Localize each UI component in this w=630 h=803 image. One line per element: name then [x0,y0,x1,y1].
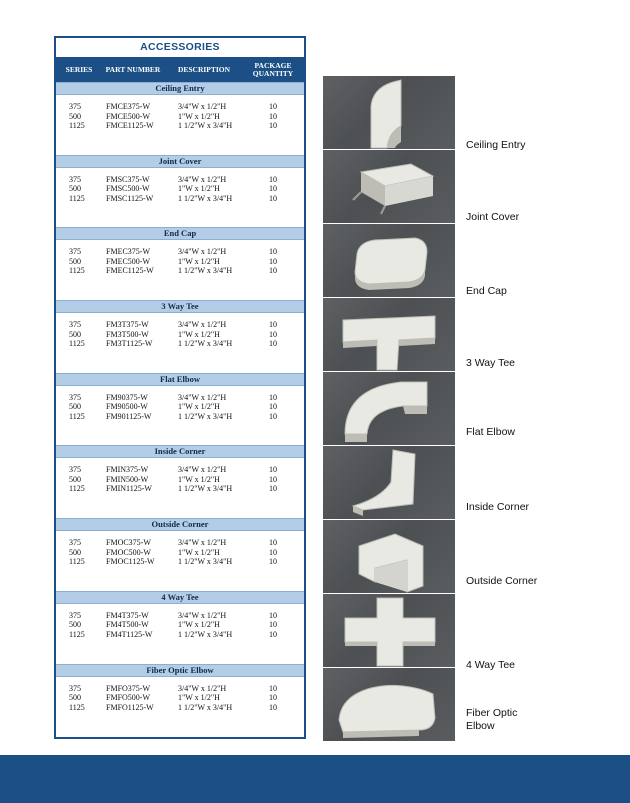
part-number-cell: FMSC1125-W [106,193,154,203]
description-cell: 1"W x 1/2"H [178,329,220,339]
part-number-cell: FMOC500-W [106,547,151,557]
quantity-cell: 10 [269,121,277,130]
series-cell: 375 [69,465,81,475]
description-cell: 3/4"W x 1/2"H [178,320,227,330]
description-cell: 1"W x 1/2"H [178,693,220,702]
description-cell: 1 1/2"W x 3/4"H [178,629,233,639]
series-cell: 1125 [69,484,85,494]
quantity-cell: 10 [269,693,277,702]
table-row [56,693,304,703]
description-cell: 1 1/2"W x 3/4"H [178,557,233,567]
table-row [56,393,304,403]
description-cell: 3/4"W x 1/2"H [178,392,227,402]
photo-caption: Joint Cover [466,211,520,223]
quantity-cell: 10 [269,474,277,484]
part-number-cell: FMCE500-W [106,111,150,121]
table-section [56,155,304,228]
part-number-cell: FMIN500-W [106,474,149,484]
table-row [56,630,304,640]
section-header: 3 Way Tee [56,300,304,313]
part-number-cell: FMOC1125-W [106,557,155,567]
quantity-cell: 10 [269,329,277,339]
section-header: Inside Corner [56,445,304,458]
series-cell: 1125 [69,629,85,639]
description-cell: 1"W x 1/2"H [178,620,220,630]
section-header: Flat Elbow [56,373,304,386]
description-cell: 1 1/2"W x 3/4"H [178,266,233,276]
series-cell: 500 [69,184,81,194]
part-number-cell: FM901125-W [106,411,152,421]
description-cell: 3/4"W x 1/2"H [178,465,227,475]
section-header: Fiber Optic Elbow [56,664,304,677]
series-cell: 1125 [69,193,85,203]
table-section [56,373,304,446]
description-cell: 1 1/2"W x 3/4"H [178,121,233,130]
table-section [56,227,304,300]
quantity-cell: 10 [269,629,277,639]
quantity-cell: 10 [269,538,277,548]
part-number-cell: FMFO500-W [106,693,151,702]
series-cell: 1125 [69,702,85,712]
ceiling-entry-photo [323,76,455,149]
header-series: SERIES [65,65,93,74]
part-number-cell: FM3T375-W [106,320,149,330]
quantity-cell: 10 [269,683,277,693]
series-cell: 1125 [69,266,85,276]
table-row [56,257,304,267]
description-cell: 1"W x 1/2"H [178,547,220,557]
description-cell: 3/4"W x 1/2"H [178,538,227,548]
quantity-cell: 10 [269,465,277,475]
header-part-number: PART NUMBER [105,65,161,74]
part-number-cell: FMOC375-W [106,538,151,548]
quantity-cell: 10 [269,256,277,266]
series-cell: 500 [69,474,81,484]
part-number-cell: FMSC500-W [106,184,150,194]
part-number-cell: FM3T1125-W [106,339,153,349]
inside-corner-photo [323,446,455,519]
table-section [56,664,304,737]
quantity-cell: 10 [269,174,277,184]
part-number-cell: FMSC375-W [106,174,150,184]
description-cell: 3/4"W x 1/2"H [178,247,227,257]
part-number-cell: FMFO1125-W [106,702,154,712]
description-cell: 3/4"W x 1/2"H [178,102,227,111]
series-cell: 500 [69,111,81,121]
table-row [56,320,304,330]
table-header-row [56,58,304,82]
series-cell: 500 [69,329,81,339]
end-cap-photo [323,224,455,297]
table-row [56,538,304,548]
photo-caption: Flat Elbow [466,426,516,438]
quantity-cell: 10 [269,557,277,567]
description-cell: 1"W x 1/2"H [178,402,220,412]
photo-caption: Outside Corner [466,575,538,587]
table-row [56,194,304,204]
part-number-cell: FMEC375-W [106,247,150,257]
part-number-cell: FM4T375-W [106,610,149,620]
part-number-cell: FMCE375-W [106,102,150,111]
description-cell: 1"W x 1/2"H [178,111,220,121]
series-cell: 375 [69,247,81,257]
description-cell: 1"W x 1/2"H [178,474,220,484]
section-header: 4 Way Tee [56,591,304,604]
4-way-tee-photo [323,594,455,667]
table-body [56,82,304,736]
part-number-cell: FMFO375-W [106,683,151,693]
quantity-cell: 10 [269,266,277,276]
quantity-cell: 10 [269,620,277,630]
header-description: DESCRIPTION [177,65,231,74]
table-row [56,703,304,713]
quantity-cell: 10 [269,392,277,402]
part-number-cell: FM90500-W [106,402,148,412]
fiber-optic-elbow-photo [323,668,455,741]
table-row [56,611,304,621]
series-cell: 375 [69,610,81,620]
section-header: Ceiling Entry [56,82,304,95]
table-row [56,484,304,494]
accessories-table [54,36,306,739]
series-cell: 375 [69,320,81,330]
table-row [56,102,304,112]
table-row [56,121,304,131]
description-cell: 3/4"W x 1/2"H [178,174,227,184]
series-cell: 1125 [69,557,85,567]
description-cell: 1"W x 1/2"H [178,184,220,194]
table-row [56,465,304,475]
part-number-cell: FMIN375-W [106,465,149,475]
series-cell: 1125 [69,411,85,421]
table-row [56,175,304,185]
description-cell: 1 1/2"W x 3/4"H [178,193,233,203]
photo-caption: End Cap [466,285,507,297]
outside-corner-photo [323,520,455,593]
table-section [56,445,304,518]
table-row [56,330,304,340]
part-number-cell: FM90375-W [106,392,148,402]
table-row [56,184,304,194]
table-section [56,518,304,591]
series-cell: 500 [69,256,81,266]
quantity-cell: 10 [269,547,277,557]
photo-caption: Ceiling Entry [466,139,526,151]
part-number-cell: FM3T500-W [106,329,149,339]
quantity-cell: 10 [269,339,277,349]
series-cell: 375 [69,174,81,184]
joint-cover-photo [323,150,455,223]
description-cell: 1 1/2"W x 3/4"H [178,411,233,421]
series-cell: 500 [69,402,81,412]
product-photos [323,76,455,742]
quantity-cell: 10 [269,702,277,712]
series-cell: 500 [69,547,81,557]
quantity-cell: 10 [269,184,277,194]
description-cell: 1 1/2"W x 3/4"H [178,484,233,494]
series-cell: 1125 [69,121,85,130]
series-cell: 375 [69,392,81,402]
table-row [56,548,304,558]
quantity-cell: 10 [269,102,277,111]
part-number-cell: FMCE1125-W [106,121,154,130]
part-number-cell: FMEC500-W [106,256,150,266]
quantity-cell: 10 [269,411,277,421]
footer-bar [0,755,630,803]
table-row [56,620,304,630]
description-cell: 3/4"W x 1/2"H [178,683,227,693]
series-cell: 375 [69,683,81,693]
table-row [56,557,304,567]
table-section [56,300,304,373]
table-row [56,266,304,276]
quantity-cell: 10 [269,320,277,330]
table-row [56,412,304,422]
section-header: Outside Corner [56,518,304,531]
table-row [56,475,304,485]
table-row [56,339,304,349]
series-cell: 1125 [69,339,85,349]
part-number-cell: FMIN1125-W [106,484,152,494]
table-row [56,112,304,122]
photo-caption: 4 Way Tee [466,659,516,671]
series-cell: 500 [69,693,81,702]
quantity-cell: 10 [269,610,277,620]
photo-caption: 3 Way Tee [466,357,516,369]
quantity-cell: 10 [269,402,277,412]
part-number-cell: FM4T1125-W [106,629,153,639]
photo-caption: Fiber Optic Elbow [466,707,518,732]
table-section [56,82,304,155]
part-number-cell: FMEC1125-W [106,266,154,276]
section-header: End Cap [56,227,304,240]
quantity-cell: 10 [269,484,277,494]
series-cell: 500 [69,620,81,630]
series-cell: 375 [69,102,81,111]
header-package-quantity: PACKAGE QUANTITY [252,61,294,78]
description-cell: 1"W x 1/2"H [178,256,220,266]
flat-elbow-photo [323,372,455,445]
description-cell: 1 1/2"W x 3/4"H [178,702,233,712]
quantity-cell: 10 [269,111,277,121]
table-row [56,684,304,694]
3-way-tee-photo [323,298,455,371]
series-cell: 375 [69,538,81,548]
section-header: Joint Cover [56,155,304,168]
table-section [56,591,304,664]
table-row [56,247,304,257]
quantity-cell: 10 [269,193,277,203]
table-title: ACCESSORIES [56,38,304,58]
table-row [56,402,304,412]
part-number-cell: FM4T500-W [106,620,149,630]
description-cell: 3/4"W x 1/2"H [178,610,227,620]
photo-caption: Inside Corner [466,501,530,513]
quantity-cell: 10 [269,247,277,257]
description-cell: 1 1/2"W x 3/4"H [178,339,233,349]
